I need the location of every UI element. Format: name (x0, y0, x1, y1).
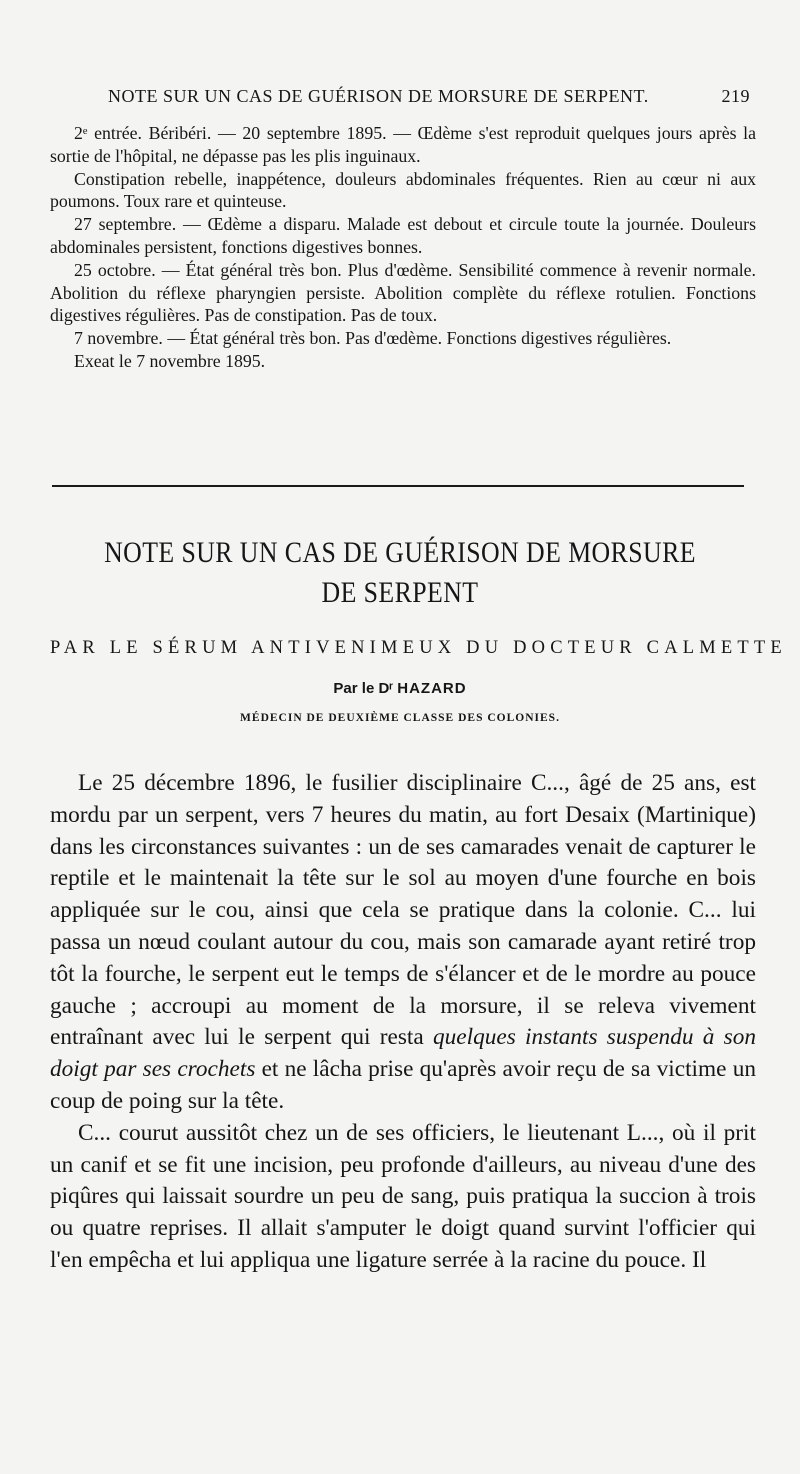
article-subtitle: PAR LE SÉRUM ANTIVENIMEUX DU DOCTEUR CALMETTE (50, 638, 787, 658)
paragraph: 2ᵉ entrée. Béribéri. — 20 septembre 1895. — Œdème s'est reproduit quelques jours après la sortie de l'hôpital, ne dépasse pas les plis inguinaux. (50, 123, 756, 166)
paragraph: Exeat le 7 novembre 1895. (74, 350, 266, 371)
paragraph-text: et ne lâcha prise qu'après avoir reçu de sa victime un coup de poing sur la tête. (50, 1056, 756, 1114)
paragraph (50, 768, 756, 1118)
paragraph-text: Le 25 décembre 1896, le fusilier disciplinaire C..., âgé de 25 ans, est mordu par un serpent, vers 7 heures du matin, au fort Desaix (Martinique) dans les circonstances suivantes : un de ses camarades venait de capturer le reptile et le maintenait la tête sur le sol au moyen d'une fourche en bois appliquée sur le cou, ainsi que cela se pratique dans la colonie. C... lui passa un nœud coulant autour du cou, mais son camarade ayant retiré trop tôt la fourche, le serpent eut le temps de s'élancer et de le mordre au pouce gauche ; accroupi au moment de la morsure, il se releva vivement entraînant avec lui le serpent qui resta (50, 770, 756, 1051)
byline (50, 680, 750, 697)
article-title-line: DE SERPENT (321, 576, 479, 609)
paragraph: 27 septembre. — Œdème a disparu. Malade est debout et circule toute la journée. Douleurs abdominales persistent, fonctions digestives bonnes. (50, 214, 756, 257)
italic-phrase: quelques instants suspendu à son doigt par ses crochets (50, 1024, 756, 1083)
byline-prefix: Par le Dʳ (333, 680, 394, 697)
author-affiliation: MÉDECIN DE DEUXIÈME CLASSE DES COLONIES. (240, 712, 560, 724)
paragraph: C... courut aussitôt chez un de ses officiers, le lieutenant L..., où il prit un canif et se fit une incision, peu profonde d'ailleurs, au niveau d'une des piqûres qui laissait sourdre un peu de sang, puis pratiqua la succion à trois ou quatre reprises. Il allait s'amputer le doigt quand survint l'officier qui l'en empêcha et lui appliqua une ligature serrée à la racine du pouce. Il (50, 1119, 756, 1273)
paragraph: Constipation rebelle, inappétence, douleurs abdominales fréquentes. Rien au cœur ni aux poumons. Toux rare et quinteuse. (50, 168, 756, 212)
paragraph: 7 novembre. — État général très bon. Pas d'œdème. Fonctions digestives régulières. (74, 328, 672, 349)
page-number: 219 (721, 86, 750, 106)
running-head (50, 86, 750, 107)
paragraph: 25 octobre. — État général très bon. Plus d'œdème. Sensibilité commence à revenir normale. Abolition du réflexe pharyngien persiste. Abolition complète du réflexe rotulien. Fonctions digestives régulières. Pas de constipation. Pas de toux. (50, 259, 756, 326)
section-divider (52, 485, 744, 487)
article-title-line: NOTE SUR UN CAS DE GUÉRISON DE MORSURE (104, 536, 696, 569)
article-body (50, 768, 756, 1277)
running-head-title: NOTE SUR UN CAS DE GUÉRISON DE MORSURE DE SERPENT. (108, 86, 649, 106)
previous-section (50, 122, 756, 373)
author-name: HAZARD (397, 680, 467, 697)
article-title (99, 533, 701, 613)
